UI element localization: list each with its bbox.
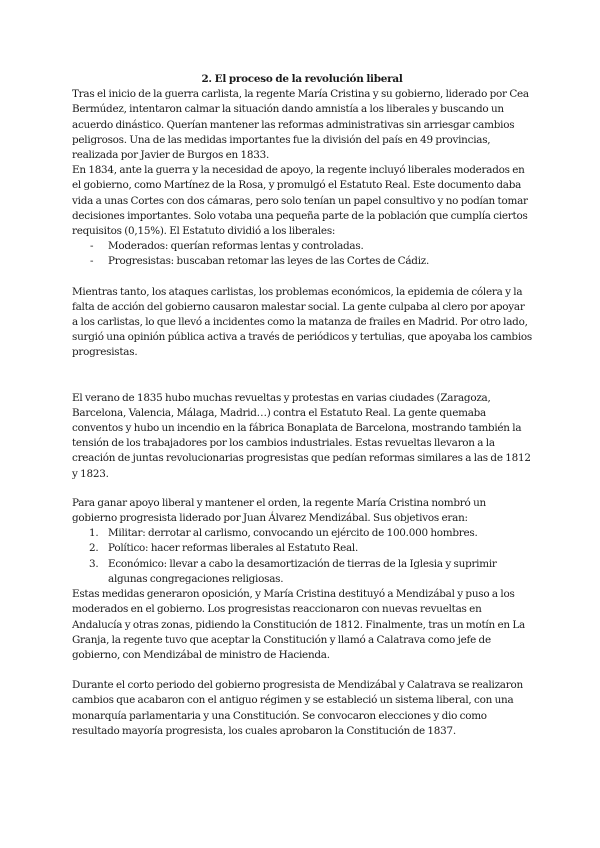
blank-line bbox=[72, 663, 532, 678]
list-item-text: Progresistas: buscaban retomar las leyes de las Cortes de Cádiz. bbox=[108, 255, 430, 268]
blank-line bbox=[72, 270, 532, 285]
paragraph-malestar-social: Mientras tanto, los ataques carlistas, los problemas económicos, la epidemia de cólera y la falta de acción del gobierno causaron malestar social. La gente culpaba al clero por apoyar a los carlistas, lo que llevó a incidentes como la matanza de frailes en Madrid. Por otro lado, surgió una opinión pública activa a través de periódicos y tertulias, que apoyaba los cambios progresistas. bbox=[72, 285, 532, 359]
paragraph-estatuto-real: En 1834, ante la guerra y la necesidad de apoyo, la regente incluyó liberales moderados en el gobierno, como Martínez de la Rosa, y promulgó el Estatuto Real. Este documento daba vida a unas Cortes con dos cámaras, pero solo tenían un papel consultivo y no podían tomar decisiones importantes. Solo votaba una pequeña parte de la población que cumplía ciertos requisitos (0,15%). El Estatuto dividió a los liberales: bbox=[72, 164, 528, 238]
paragraph-mendizabal: Para ganar apoyo liberal y mantener el orden, la regente María Cristina nombró un gobierno progresista liderado por Juan Álvarez Mendizábal. Sus objetivos eran: bbox=[72, 496, 486, 525]
paragraph-verano-1835: El verano de 1835 hubo muchas revueltas y protestas en varias ciudades (Zaragoza, Barcelona, Valencia, Málaga, Madrid…) contra el Estatuto Real. La gente quemaba conventos y hubo un incendio en la fábrica Bonaplata de Barcelona, mostrando también la tensión de los trabajadores por los cambios industriales. Estas revueltas llevaron a la creación de juntas revolucionarias progresistas que pedían reformas similares a las de 1812 y 1823. bbox=[72, 391, 531, 480]
paragraph-cea-bermudez: Tras el inicio de la guerra carlista, la regente María Cristina y su gobierno, liderado por Cea Bermúdez, intentaron calmar la situación dando amnistía a los liberales y buscando un acuerdo dinástico. Querían mantener las reformas administrativas sin arriesgar cambios peligrosos. Una de las medidas importantes fue la división del país en 49 provincias, realizada por Javier de Burgos en 1833. bbox=[72, 88, 529, 162]
blank-line bbox=[72, 482, 532, 496]
number-marker: 1. bbox=[89, 527, 99, 540]
paragraph-oposicion: Estas medidas generaron oposición, y María Cristina destituyó a Mendizábal y puso a los moderados en el gobierno. Los progresistas reaccionaron con nuevas revueltas en Andalucía y otras zonas, pidiendo la Constitución de 1812. Finalmente, tras un motín en La Granja, la regente tuvo que aceptar la Constitución y llamó a Calatrava como jefe de gobierno, con Mendizábal de ministro de Hacienda. bbox=[72, 588, 525, 661]
list-item-progresistas bbox=[72, 254, 532, 269]
list-item-text: Político: hacer reformas liberales al Estatuto Real. bbox=[108, 542, 359, 555]
list-item-politico bbox=[72, 541, 532, 556]
section-title: 2. El proceso de la revolución liberal bbox=[201, 73, 403, 85]
number-marker: 3. bbox=[89, 557, 99, 570]
list-item-text: Militar: derrotar al carlismo, convocando un ejército de 100.000 hombres. bbox=[108, 527, 478, 540]
list-item-text: Moderados: querían reformas lentas y controladas. bbox=[108, 240, 364, 253]
list-item-moderados bbox=[72, 239, 532, 254]
dash-bullet: - bbox=[90, 255, 94, 268]
list-item-militar bbox=[72, 526, 532, 541]
dash-bullet: - bbox=[90, 240, 94, 253]
paragraph-constitucion-1837: Durante el corto periodo del gobierno progresista de Mendizábal y Calatrava se realizaron cambios que acabaron con el antiguo régimen y se estableció un sistema liberal, con una monarquía parlamentaria y una Constitución. Se convocaron elecciones y dio como resultado mayoría progresista, los cuales aprobaron la Constitución de 1837. bbox=[72, 679, 523, 737]
objectives-list bbox=[72, 526, 532, 587]
blank-line bbox=[72, 361, 532, 391]
document-body bbox=[72, 72, 532, 739]
list-item-economico bbox=[72, 557, 532, 587]
list-item-text: Económico: llevar a cabo la desamortización de tierras de la Iglesia y suprimir algunas congregaciones religiosas. bbox=[108, 557, 497, 585]
number-marker: 2. bbox=[89, 542, 99, 555]
liberals-list bbox=[72, 239, 532, 269]
